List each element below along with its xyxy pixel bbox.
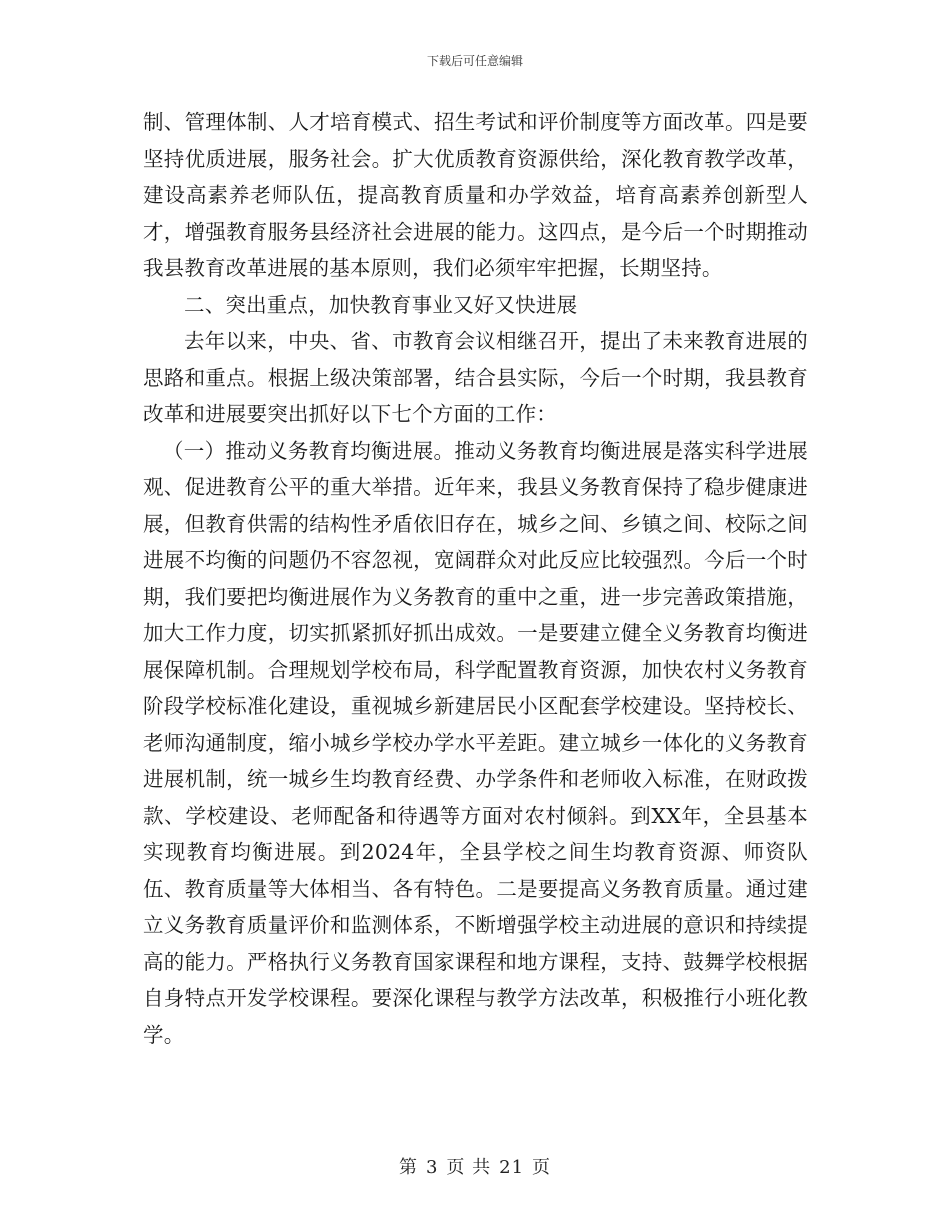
document-body — [143, 104, 808, 1053]
section-heading: 二、突出重点，加快教育事业又好又快进展 — [184, 292, 578, 317]
total-pages: 21 — [499, 1157, 525, 1178]
paragraph: （一）推动义务教育均衡进展。推动义务教育均衡进展是落实科学进展观、促进教育公平的重大举措。近年来，我县义务教育保持了稳步健康进展，但教育供需的结构性矛盾依旧存在，城乡之间、乡镇之间、校际之间进展不均衡的问题仍不容忽视，宽阔群众对此反应比较强烈。今后一个时期，我们要把均衡进展作为义务教育的重中之重，进一步完善政策措施，加大工作力度，切实抓紧抓好抓出成效。一是要建立健全义务教育均衡进展保障机制。合理规划学校布局，科学配置教育资源，加快农村义务教育阶段学校标准化建设，重视城乡新建居民小区配套学校建设。坚持校长、老师沟通制度，缩小城乡学校办学水平差距。建立城乡一体化的义务教育进展机制，统一城乡生均教育经费、办学条件和老师收入标准，在财政拨款、学校建设、老师配备和待遇等方面对农村倾斜。到XX年，全县基本实现教育均衡进展。到2024年，全县学校之间生均教育资源、师资队伍、教育质量等大体相当、各有特色。二是要提高义务教育质量。通过建立义务教育质量评价和监测体系，不断增强学校主动进展的意识和持续提高的能力。严格执行义务教育国家课程和地方课程，支持、鼓舞学校根据自身特点开发学校课程。要深化课程与教学方法改革，积极推行小班化教学。 — [143, 438, 808, 1047]
paragraph: 制、管理体制、人才培育模式、招生考试和评价制度等方面改革。四是要坚持优质进展，服务社会。扩大优质教育资源供给，深化教育教学改革，建设高素养老师队伍，提高教育质量和办学效益，培育高素养创新型人才，增强教育服务县经济社会进展的能力。这四点，是今后一个时期推动我县教育改革进展的基本原则，我们必须牢牢把握，长期坚持。 — [143, 110, 808, 280]
page-header: 下载后可任意编辑 — [426, 54, 523, 68]
footer-middle: 页 共 — [446, 1157, 492, 1178]
footer-prefix: 第 — [398, 1157, 418, 1178]
footer-suffix: 页 — [532, 1157, 552, 1178]
paragraph: 去年以来，中央、省、市教育会议相继召开，提出了未来教育进展的思路和重点。根据上级决策部署，结合县实际，今后一个时期，我县教育改革和进展要突出抓好以下七个方面的工作： — [143, 329, 808, 426]
page-footer — [0, 1153, 950, 1179]
page-number: 3 — [425, 1157, 439, 1178]
